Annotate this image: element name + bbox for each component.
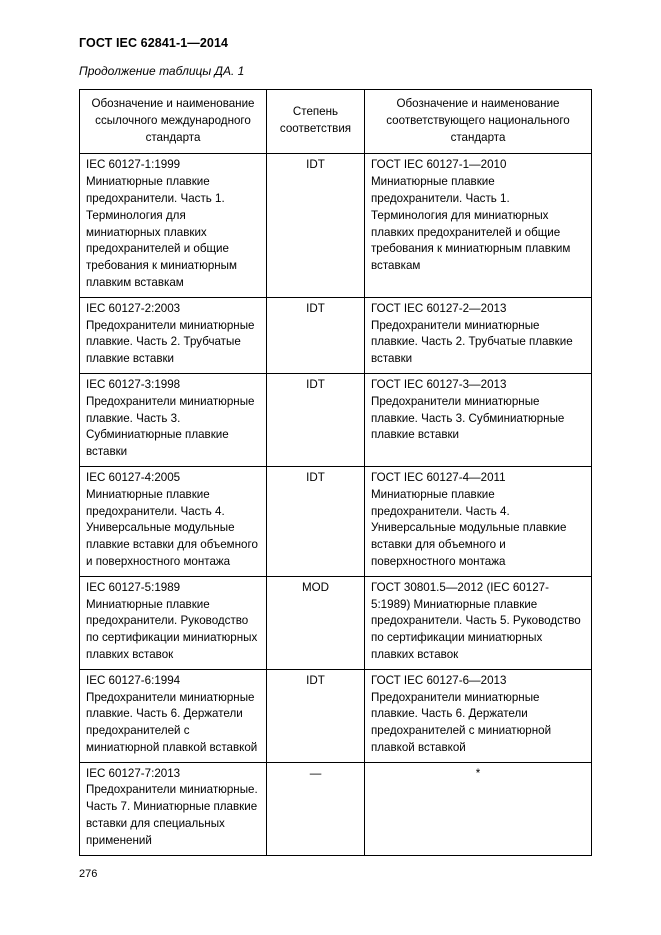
correspondence-table [79, 89, 592, 856]
table-row [80, 373, 592, 466]
cell-national-standard: ГОСТ IEC 60127-2—2013 Предохранители миниатюрные плавкие. Часть 2. Трубчатые плавкие вставки [365, 297, 592, 373]
cell-degree: — [267, 762, 365, 855]
table-row [80, 297, 592, 373]
cell-degree: IDT [267, 373, 365, 466]
column-header-national-standard: Обозначение и наименование соответствующего национального стандарта [365, 90, 592, 154]
cell-national-standard: * [365, 762, 592, 855]
cell-degree: IDT [267, 297, 365, 373]
table-row [80, 154, 592, 297]
cell-degree: IDT [267, 154, 365, 297]
cell-national-standard: ГОСТ IEC 60127-4—2011 Миниатюрные плавкие предохранители. Часть 4. Универсальные модульные плавкие вставки для объемного и поверхностного монтажа [365, 466, 592, 576]
cell-reference-standard: IEC 60127-5:1989 Миниатюрные плавкие предохранители. Руководство по сертификации миниатюрных плавких вставок [80, 576, 267, 669]
table-row [80, 576, 592, 669]
cell-degree: IDT [267, 466, 365, 576]
cell-reference-standard: IEC 60127-1:1999 Миниатюрные плавкие предохранители. Часть 1. Терминология для миниатюрных плавких предохранителей и общие требования к миниатюрным плавким вставкам [80, 154, 267, 297]
table-header-row [80, 90, 592, 154]
document-code: ГОСТ IEC 62841-1—2014 [79, 36, 229, 50]
table-row [80, 669, 592, 762]
table-caption: Продолжение таблицы ДА. 1 [79, 64, 245, 78]
cell-reference-standard: IEC 60127-2:2003 Предохранители миниатюрные плавкие. Часть 2. Трубчатые плавкие вставки [80, 297, 267, 373]
cell-national-standard: ГОСТ IEC 60127-3—2013 Предохранители миниатюрные плавкие. Часть 3. Субминиатюрные плавкие вставки [365, 373, 592, 466]
page-number: 276 [79, 868, 98, 880]
cell-reference-standard: IEC 60127-6:1994 Предохранители миниатюрные плавкие. Часть 6. Держатели предохранителей с миниатюрной плавкой вставкой [80, 669, 267, 762]
cell-reference-standard: IEC 60127-3:1998 Предохранители миниатюрные плавкие. Часть 3. Субминиатюрные плавкие вставки [80, 373, 267, 466]
table-row [80, 466, 592, 576]
cell-reference-standard: IEC 60127-4:2005 Миниатюрные плавкие предохранители. Часть 4. Универсальные модульные плавкие вставки для объемного и поверхностного монтажа [80, 466, 267, 576]
table-row [80, 762, 592, 855]
cell-degree: MOD [267, 576, 365, 669]
column-header-international-standard: Обозначение и наименование ссылочного международного стандарта [80, 90, 267, 154]
cell-national-standard: ГОСТ 30801.5—2012 (IEC 60127-5:1989) Миниатюрные плавкие предохранители. Часть 5. Руководство по сертификации миниатюрных плавких вставок [365, 576, 592, 669]
cell-reference-standard: IEC 60127-7:2013 Предохранители миниатюрные. Часть 7. Миниатюрные плавкие вставки для специальных применений [80, 762, 267, 855]
column-header-degree: Степень соответствия [267, 90, 365, 154]
cell-degree: IDT [267, 669, 365, 762]
cell-national-standard: ГОСТ IEC 60127-1—2010 Миниатюрные плавкие предохранители. Часть 1. Терминология для миниатюрных плавких предохранителей и общие требования к миниатюрным плавким вставкам [365, 154, 592, 297]
cell-national-standard: ГОСТ IEC 60127-6—2013 Предохранители миниатюрные плавкие. Часть 6. Держатели предохранителей с миниатюрной плавкой вставкой [365, 669, 592, 762]
